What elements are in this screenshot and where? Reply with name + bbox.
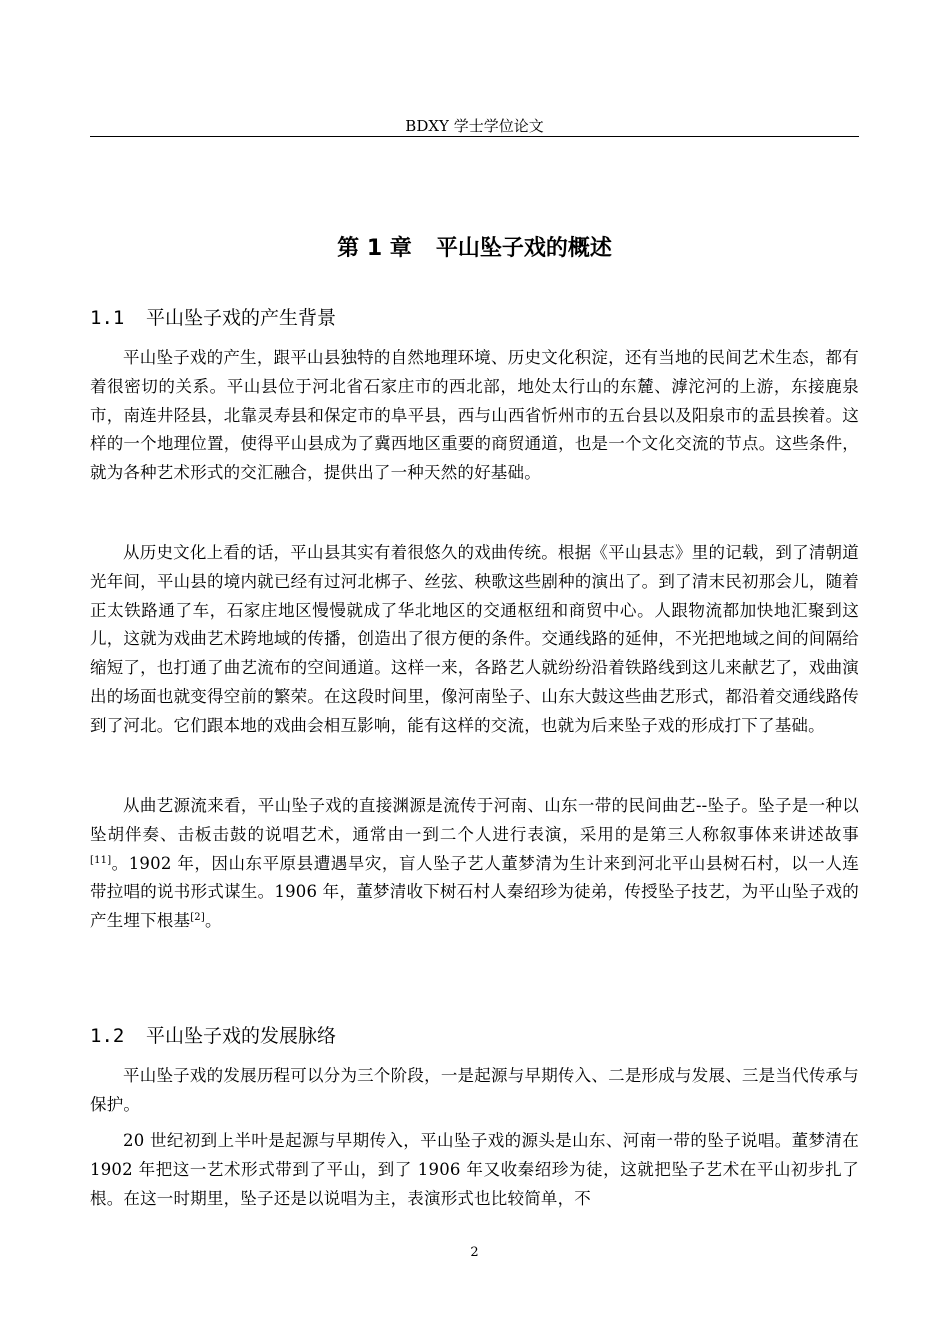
header-rule xyxy=(90,136,859,137)
citation-link[interactable]: [2] xyxy=(190,912,205,924)
section-heading-1-1 xyxy=(90,304,336,332)
paragraph: 平山坠子戏的发展历程可以分为三个阶段，一是起源与早期传入、二是形成与发展、三是当代传承与保护。 xyxy=(90,1066,859,1114)
paragraph-text: 。 xyxy=(204,911,222,931)
section-number: 1.2 xyxy=(90,1025,125,1047)
section-title: 平山坠子戏的产生背景 xyxy=(146,307,337,329)
paragraph-text: 。1902 年，因山东平原县遭遇旱灾，盲人坠子艺人董梦清为生计来到河北平山县树石村，以一人连带拉唱的说书形式谋生。1906 年，董梦清收下树石村人秦绍珍为徒弟，传授坠子技艺，为平山坠子戏的产生埋下根基 xyxy=(90,853,859,931)
chapter-name: 平山坠子戏的概述 xyxy=(435,236,612,261)
chapter-number: 第 1 章 xyxy=(337,236,412,261)
section-title: 平山坠子戏的发展脉络 xyxy=(146,1025,337,1047)
chapter-title xyxy=(90,232,859,266)
citation-link[interactable]: [11] xyxy=(90,854,112,866)
section-number: 1.1 xyxy=(90,307,125,329)
paragraph: 20 世纪初到上半叶是起源与早期传入，平山坠子戏的源头是山东、河南一带的坠子说唱。董梦清在 1902 年把这一艺术形式带到了平山，到了 1906 年又收秦绍珍为徒，这就把坠子艺术在平山初步扎了根。在这一时期里，坠子还是以说唱为主，表演形式也比较简单，不 xyxy=(90,1131,859,1208)
paragraph xyxy=(90,792,859,936)
section-heading-1-2 xyxy=(90,1022,336,1050)
paragraph-text: 从曲艺源流来看，平山坠子戏的直接渊源是流传于河南、山东一带的民间曲艺--坠子。坠子是一种以坠胡伴奏、击板击鼓的说唱艺术，通常由一到二个人进行表演，采用的是第三人称叙事体来讲述故事 xyxy=(90,796,859,844)
page-header-title: BDXY 学士学位论文 xyxy=(405,117,544,135)
paragraph: 从历史文化上看的话，平山县其实有着很悠久的戏曲传统。根据《平山县志》里的记载，到了清朝道光年间，平山县的境内就已经有过河北梆子、丝弦、秧歌这些剧种的演出了。到了清末民初那会儿，随着正太铁路通了车，石家庄地区慢慢就成了华北地区的交通枢纽和商贸中心。人跟物流都加快地汇聚到这儿，这就为戏曲艺术跨地域的传播，创造出了很方便的条件。交通线路的延伸，不光把地域之间的间隔给缩短了，也打通了曲艺流布的空间通道。这样一来，各路艺人就纷纷沿着铁路线到这儿来献艺了，戏曲演出的场面也就变得空前的繁荣。在这段时间里，像河南坠子、山东大鼓这些曲艺形式，都沿着交通线路传到了河北。它们跟本地的戏曲会相互影响，能有这样的交流，也就为后来坠子戏的形成打下了基础。 xyxy=(90,543,859,735)
page-number: 2 xyxy=(470,1245,479,1260)
paragraph: 平山坠子戏的产生，跟平山县独特的自然地理环境、历史文化积淀，还有当地的民间艺术生态，都有着很密切的关系。平山县位于河北省石家庄市的西北部，地处太行山的东麓、滹沱河的上游，东接鹿泉市，南连井陉县，北靠灵寿县和保定市的阜平县，西与山西省忻州市的五台县以及阳泉市的盂县挨着。这样的一个地理位置，使得平山县成为了冀西地区重要的商贸通道，也是一个文化交流的节点。这些条件，就为各种艺术形式的交汇融合，提供出了一种天然的好基础。 xyxy=(90,348,859,483)
